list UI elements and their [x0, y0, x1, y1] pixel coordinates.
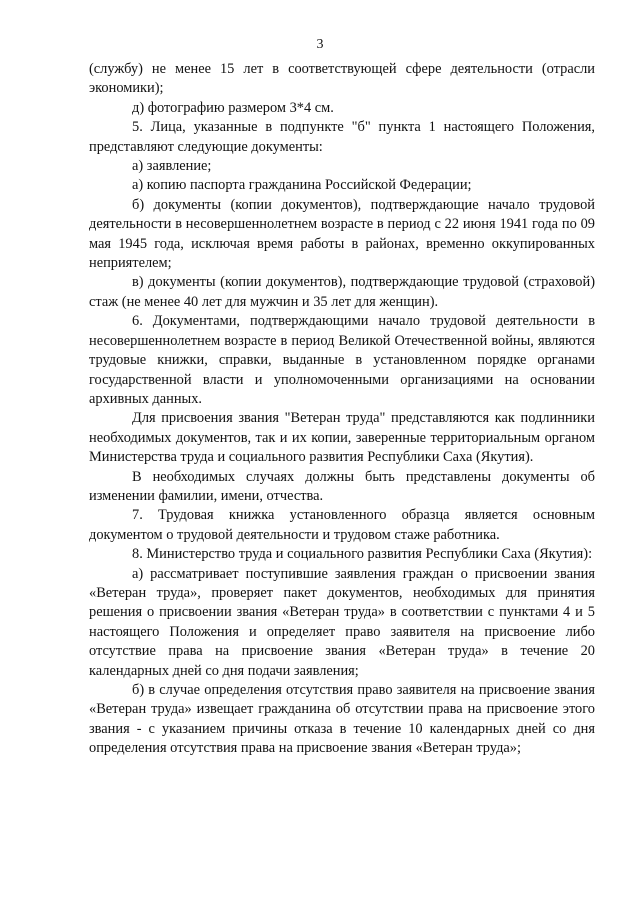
paragraph-item-d-photo: д) фотографию размером 3*4 см. — [132, 99, 334, 116]
paragraph-originals-and-copies: Для присвоения звания "Ветеран труда" представляются как подлинники необходимых документов, так и их копии, заверенные территориальным органом Министерства труда и социального развития Республики Саха (Якутия). — [89, 410, 595, 466]
paragraph-clause-8: 8. Министерство труда и социального развития Республики Саха (Якутия): — [132, 546, 593, 563]
paragraph-clause-5: 5. Лица, указанные в подпункте "б" пункта 1 настоящего Положения, представляют следующие документы: — [89, 119, 595, 155]
paragraph-clause-8-item-a: а) рассматривает поступившие заявления граждан о присвоении звания «Ветеран труда», проверяет пакет документов, необходимых для принятия решения о присвоении звания «Ветеран труда» в соответствии с пунктами 4 и 5 настоящего Положения и определяет право заявителя на присвоение либо отсутствие права на присвоение звания «Ветеран труда» в течение 20 календарных дней со дня подачи заявления; — [89, 565, 595, 679]
paragraph-item-a-passport: а) копию паспорта гражданина Российской Федерации; — [132, 177, 472, 194]
document-body — [89, 60, 595, 759]
paragraph-clause-6: 6. Документами, подтверждающими начало трудовой деятельности в несовершеннолетнем возрасте в период Великой Отечественной войны, являются трудовые книжки, справки, выданные в установленном порядке органами государственной власти и уполномоченными организациями на основании архивных данных. — [89, 313, 595, 407]
paragraph-name-change-documents: В необходимых случаях должны быть представлены документы об изменении фамилии, имени, отчества. — [89, 468, 595, 504]
paragraph-clause-8-item-b: б) в случае определения отсутствия право заявителя на присвоение звания «Ветеран труда» извещает гражданина об отсутствии права на присвоение этого звания - с указанием причины отказа в течение 10 календарных дней со дня определения отсутствия права на присвоение звания «Ветеран труда»; — [89, 682, 595, 757]
page-number: 3 — [316, 37, 324, 52]
paragraph-item-v-insurance-record: в) документы (копии документов), подтверждающие трудовой (страховой) стаж (не менее 40 лет для мужчин и 35 лет для женщин). — [89, 274, 595, 310]
paragraph-item-b-wartime-work: б) документы (копии документов), подтверждающие начало трудовой деятельности в несовершеннолетнем возрасте в период с 22 июня 1941 года по 09 мая 1945 года, исключая время работы в районах, временно оккупированных неприятелем; — [89, 196, 595, 272]
paragraph-work-experience-continuation: (службу) не менее 15 лет в соответствующей сфере деятельности (отрасли экономики); — [89, 61, 595, 97]
paragraph-clause-7: 7. Трудовая книжка установленного образца является основным документом о трудовой деятельности и трудовом стаже работника. — [89, 507, 595, 543]
paragraph-item-a-application: а) заявление; — [132, 158, 212, 175]
